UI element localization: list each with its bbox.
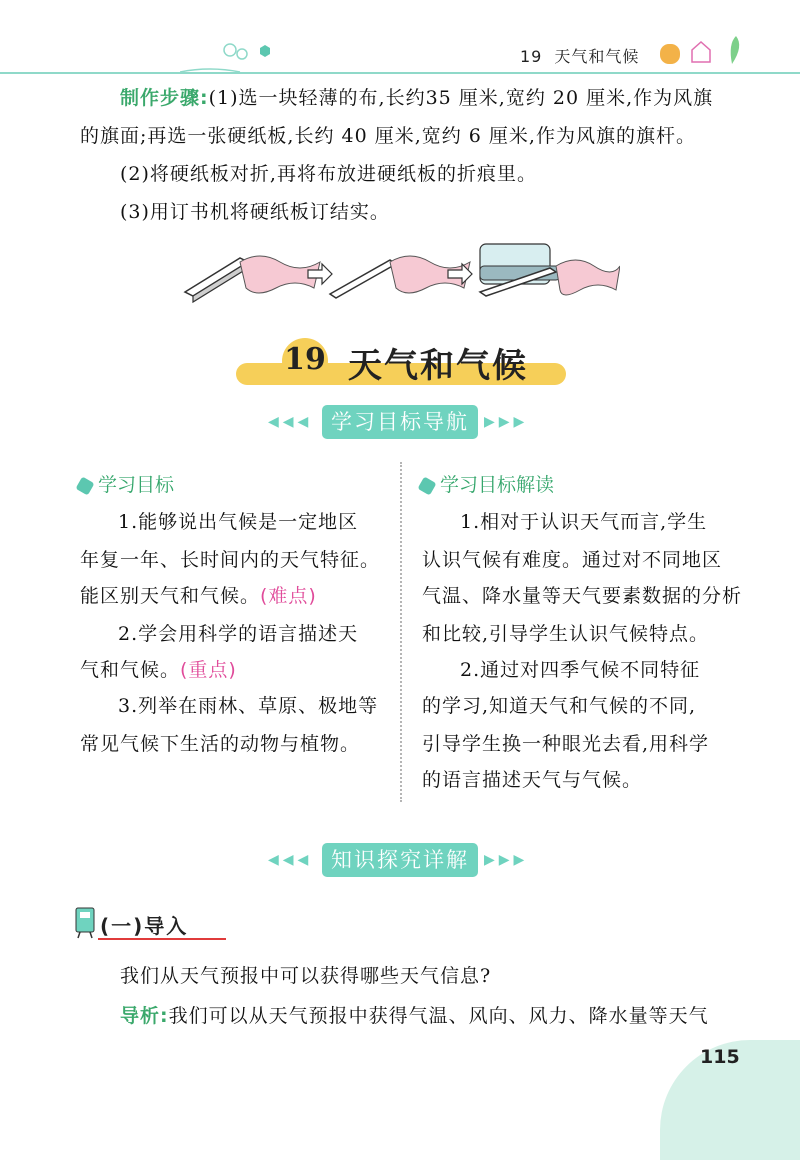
steps-label: 制作步骤: xyxy=(120,87,209,109)
reading-line: 2.通过对四季气候不同特征 xyxy=(460,659,701,681)
goals-line: 2.学会用科学的语言描述天 xyxy=(118,623,359,645)
header-line xyxy=(0,72,800,74)
goals-heading-row xyxy=(78,470,174,497)
goals-reading-heading: 学习目标解读 xyxy=(440,474,555,496)
banner-arrows-right: ▶▶▶ xyxy=(484,414,529,430)
hexagon-icon xyxy=(417,476,436,495)
tag-difficult: (难点) xyxy=(260,585,317,607)
header-chapter-title: 天气和气候 xyxy=(554,47,640,66)
deco-hexagon xyxy=(260,45,270,57)
goals-line: 3.列举在雨林、草原、极地等 xyxy=(118,695,379,717)
goals-line: 年复一年、长时间内的天气特征。 xyxy=(80,549,381,571)
goals-line: 1.能够说出气候是一定地区 xyxy=(118,511,359,533)
leaf-icon xyxy=(731,36,740,64)
stapler-figure xyxy=(480,244,620,296)
intro-heading: (一)导入 xyxy=(100,914,189,938)
reading-line: 引导学生换一种眼光去看,用科学 xyxy=(422,733,710,755)
intro-question: 我们从天气预报中可以获得哪些天气信息? xyxy=(120,965,492,987)
goals-line-text: 气和气候。 xyxy=(80,659,181,681)
section-banner-knowledge: 知识探究详解 xyxy=(322,843,478,877)
analysis-text: 我们可以从天气预报中获得气温、风向、风力、降水量等天气 xyxy=(168,1005,709,1027)
lesson-title: 天气和气候 xyxy=(348,346,528,386)
header-chapter-number: 19 xyxy=(520,47,543,66)
tag-key: (重点) xyxy=(180,659,237,681)
step1-figure xyxy=(185,256,320,302)
analysis-label: 导析: xyxy=(120,1005,169,1027)
flag-steps-illustration xyxy=(180,232,620,312)
deco-circle xyxy=(237,49,247,59)
steps-text-1: (1)选一块轻薄的布,长约35 厘米,宽约 20 厘米,作为风旗 xyxy=(208,87,714,109)
reading-line: 气温、降水量等天气要素数据的分析 xyxy=(422,585,743,607)
reading-line: 的学习,知道天气和气候的不同, xyxy=(422,695,697,717)
steps-line-1 xyxy=(120,86,713,110)
column-divider xyxy=(400,462,402,802)
steps-line-4: (3)用订书机将硬纸板订结实。 xyxy=(120,201,390,223)
reading-line: 和比较,引导学生认识气候特点。 xyxy=(422,623,710,645)
goals-line xyxy=(80,658,237,682)
intro-underline xyxy=(98,938,226,940)
reading-line: 1.相对于认识天气而言,学生 xyxy=(460,511,708,533)
book-mascot-icon xyxy=(72,904,100,940)
bee-icon xyxy=(660,44,680,64)
banner-arrows-right: ▶▶▶ xyxy=(484,852,529,868)
steps-line-2: 的旗面;再选一张硬纸板,长约 40 厘米,宽约 6 厘米,作为风旗的旗杆。 xyxy=(80,125,696,147)
section-banner-goals: 学习目标导航 xyxy=(322,405,478,439)
house-icon xyxy=(692,42,710,62)
running-header xyxy=(520,44,651,67)
deco-circle xyxy=(224,44,236,56)
page-number: 115 xyxy=(700,1046,740,1068)
banner-arrows-left: ◀◀◀ xyxy=(268,414,313,430)
banner-arrows-left: ◀◀◀ xyxy=(268,852,313,868)
goals-line: 常见气候下生活的动物与植物。 xyxy=(80,733,361,755)
goals-reading-heading-row xyxy=(420,470,554,497)
steps-line-3: (2)将硬纸板对折,再将布放进硬纸板的折痕里。 xyxy=(120,163,537,185)
hexagon-icon xyxy=(75,476,94,495)
goals-line xyxy=(80,584,317,608)
lesson-number: 19 xyxy=(284,342,326,377)
goals-line-text: 能区别天气和气候。 xyxy=(80,585,261,607)
intro-analysis xyxy=(120,1004,709,1028)
reading-line: 的语言描述天气与气候。 xyxy=(422,769,643,791)
goals-heading: 学习目标 xyxy=(98,474,175,496)
reading-line: 认识气候有难度。通过对不同地区 xyxy=(422,549,723,571)
